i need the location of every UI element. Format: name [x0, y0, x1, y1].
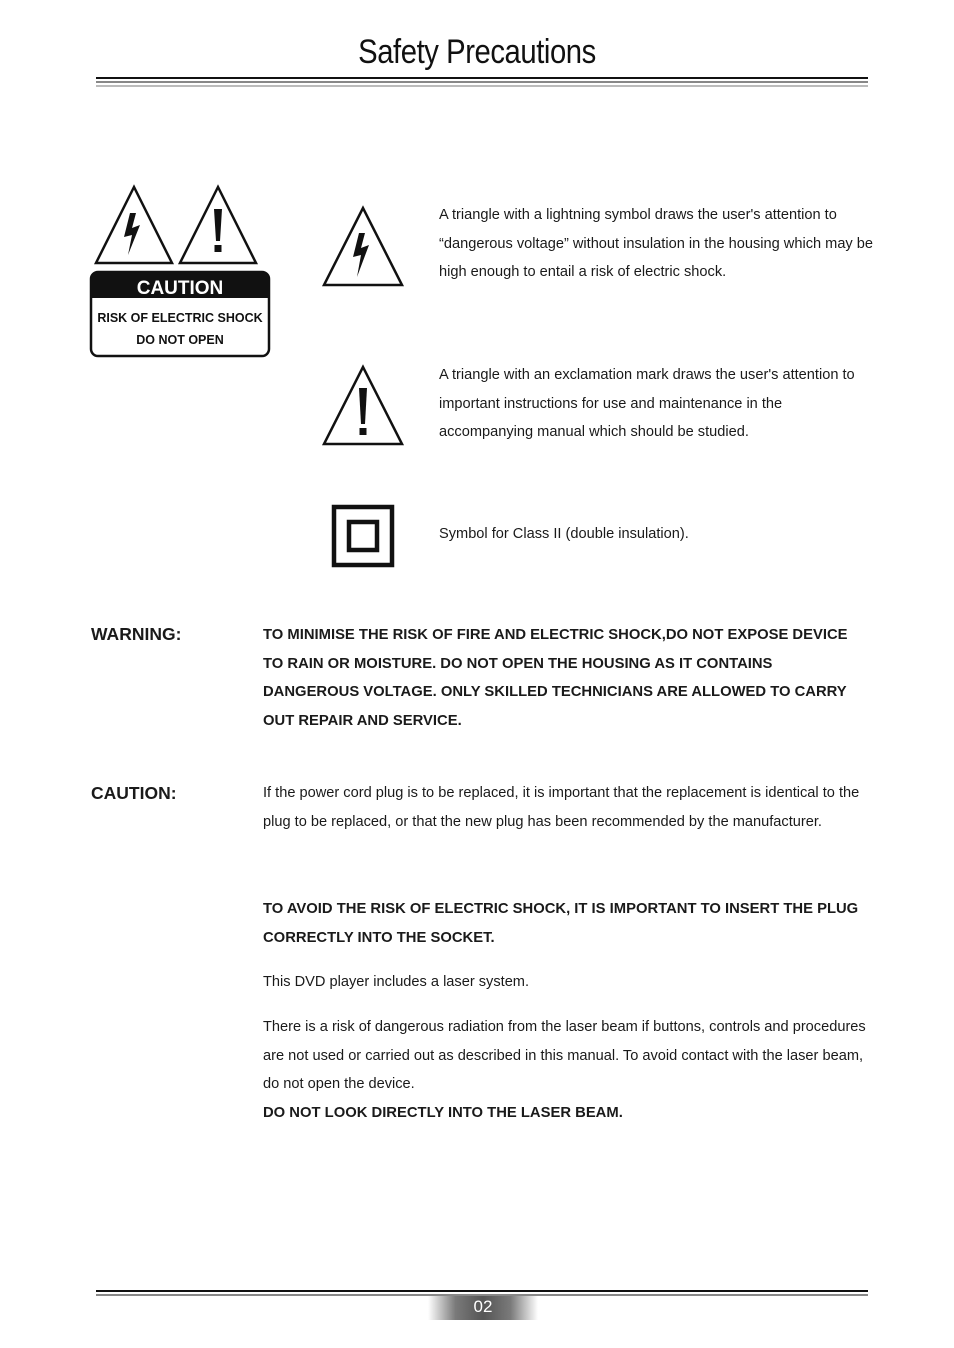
caution-heading: CAUTION: [91, 783, 177, 803]
page-title: Safety Precautions [358, 33, 596, 71]
caution-exclamation-triangle-icon [180, 187, 256, 263]
caution-paragraph-4: There is a risk of dangerous radiation from the laser beam if buttons, controls and procedures are not used or carried out as described in this manual. To avoid contact with the laser beam, do not open the device. [263, 1019, 866, 1093]
caution-lightning-triangle-icon [96, 187, 172, 263]
header-rule [96, 77, 868, 87]
exclamation-description: A triangle with an exclamation mark draws the user's attention to important instructions for use and maintenance in the accompanying manual which should be studied. [439, 367, 855, 441]
lightning-description: A triangle with a lightning symbol draws the user's attention to “dangerous voltage” without insulation in the housing which may be high enough to entail a risk of electric shock. [439, 207, 874, 281]
caution-paragraph-3: This DVD player includes a laser system. [263, 974, 530, 990]
exclamation-triangle-icon [321, 364, 405, 453]
caution-label-line2: DO NOT OPEN [136, 333, 224, 347]
caution-label-graphic [88, 183, 274, 359]
caution-paragraph-5: DO NOT LOOK DIRECTLY INTO THE LASER BEAM. [263, 1105, 623, 1121]
caution-label-line1: RISK OF ELECTRIC SHOCK [97, 311, 263, 325]
caution-label-heading: CAUTION [136, 278, 224, 299]
double-insulation-icon [331, 504, 395, 573]
warning-label: WARNING: [91, 624, 182, 644]
caution-paragraph-1: If the power cord plug is to be replaced, it is important that the replacement is identical to the plug to be replaced, or that the new plug has been recommended by the manufacturer. [263, 785, 860, 830]
warning-text: TO MINIMISE THE RISK OF FIRE AND ELECTRIC SHOCK,DO NOT EXPOSE DEVICE TO RAIN OR MOISTURE. DO NOT OPEN THE HOUSING AS IT CONTAINS DANGEROUS VOLTAGE. ONLY SKILLED TECHNICIANS ARE ALLOWED TO CARRY OUT REPAIR AND SERVICE. [263, 627, 848, 730]
page-number: 02 [473, 1297, 493, 1316]
caution-paragraph-2: TO AVOID THE RISK OF ELECTRIC SHOCK, IT IS IMPORTANT TO INSERT THE PLUG CORRECTLY INTO THE SOCKET. [263, 901, 859, 946]
lightning-triangle-icon [321, 205, 405, 294]
caution-label [88, 183, 274, 359]
double-insulation-description: Symbol for Class II (double insulation). [439, 526, 689, 542]
